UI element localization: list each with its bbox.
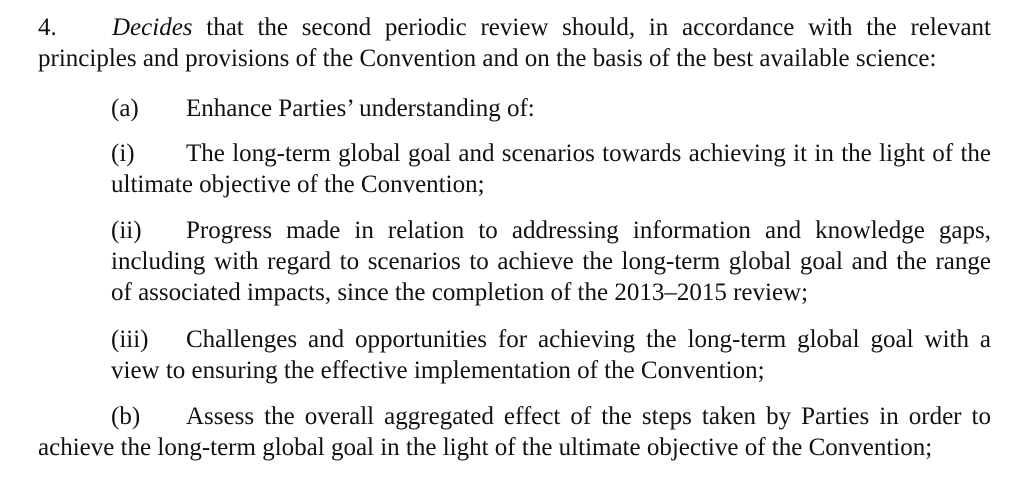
item-ii-text-2: including with regard to scenarios to achieve the long-term global goal and the range <box>111 248 991 275</box>
item-iii-label: (iii) <box>111 326 149 353</box>
operative-verb: Decides <box>112 14 193 41</box>
paragraph-4 <box>38 12 991 74</box>
item-iii-text-2: view to ensuring the effective implementation of the Convention; <box>111 357 765 384</box>
item-b-text-2: achieve the long-term global goal in the light of the ultimate objective of the Convention; <box>38 434 933 461</box>
item-a <box>111 93 991 124</box>
item-i-text-1: The long-term global goal and scenarios towards achieving it in the light of the <box>186 140 991 167</box>
item-a-label: (a) <box>111 95 139 122</box>
item-a-text: Enhance Parties’ understanding of: <box>186 95 535 122</box>
item-b-label: (b) <box>111 403 141 430</box>
item-i <box>111 138 991 200</box>
item-i-line-1 <box>111 138 991 169</box>
paragraph-4-text-1: that the second periodic review should, in accordance with the relevant <box>206 14 991 41</box>
item-b <box>38 401 991 463</box>
item-ii <box>111 215 991 308</box>
item-iii <box>111 324 991 386</box>
paragraph-4-text-2: principles and provisions of the Convention and on the basis of the best available science: <box>38 45 937 72</box>
item-ii-line-1 <box>111 215 991 246</box>
item-iii-line-1 <box>111 324 991 355</box>
item-ii-text-3: of associated impacts, since the completion of the 2013–2015 review; <box>111 279 809 306</box>
item-ii-text-1: Progress made in relation to addressing information and knowledge gaps, <box>186 217 991 244</box>
item-iii-text-1: Challenges and opportunities for achieving the long-term global goal with a <box>186 326 991 353</box>
item-i-text-2: ultimate objective of the Convention; <box>111 171 485 198</box>
item-b-text-1: Assess the overall aggregated effect of the steps taken by Parties in order to <box>186 403 991 430</box>
item-ii-label: (ii) <box>111 217 142 244</box>
item-a-line <box>111 93 991 124</box>
item-b-line-1 <box>38 401 991 432</box>
paragraph-4-line-1 <box>38 12 991 43</box>
paragraph-number: 4. <box>38 14 57 41</box>
item-i-label: (i) <box>111 140 135 167</box>
